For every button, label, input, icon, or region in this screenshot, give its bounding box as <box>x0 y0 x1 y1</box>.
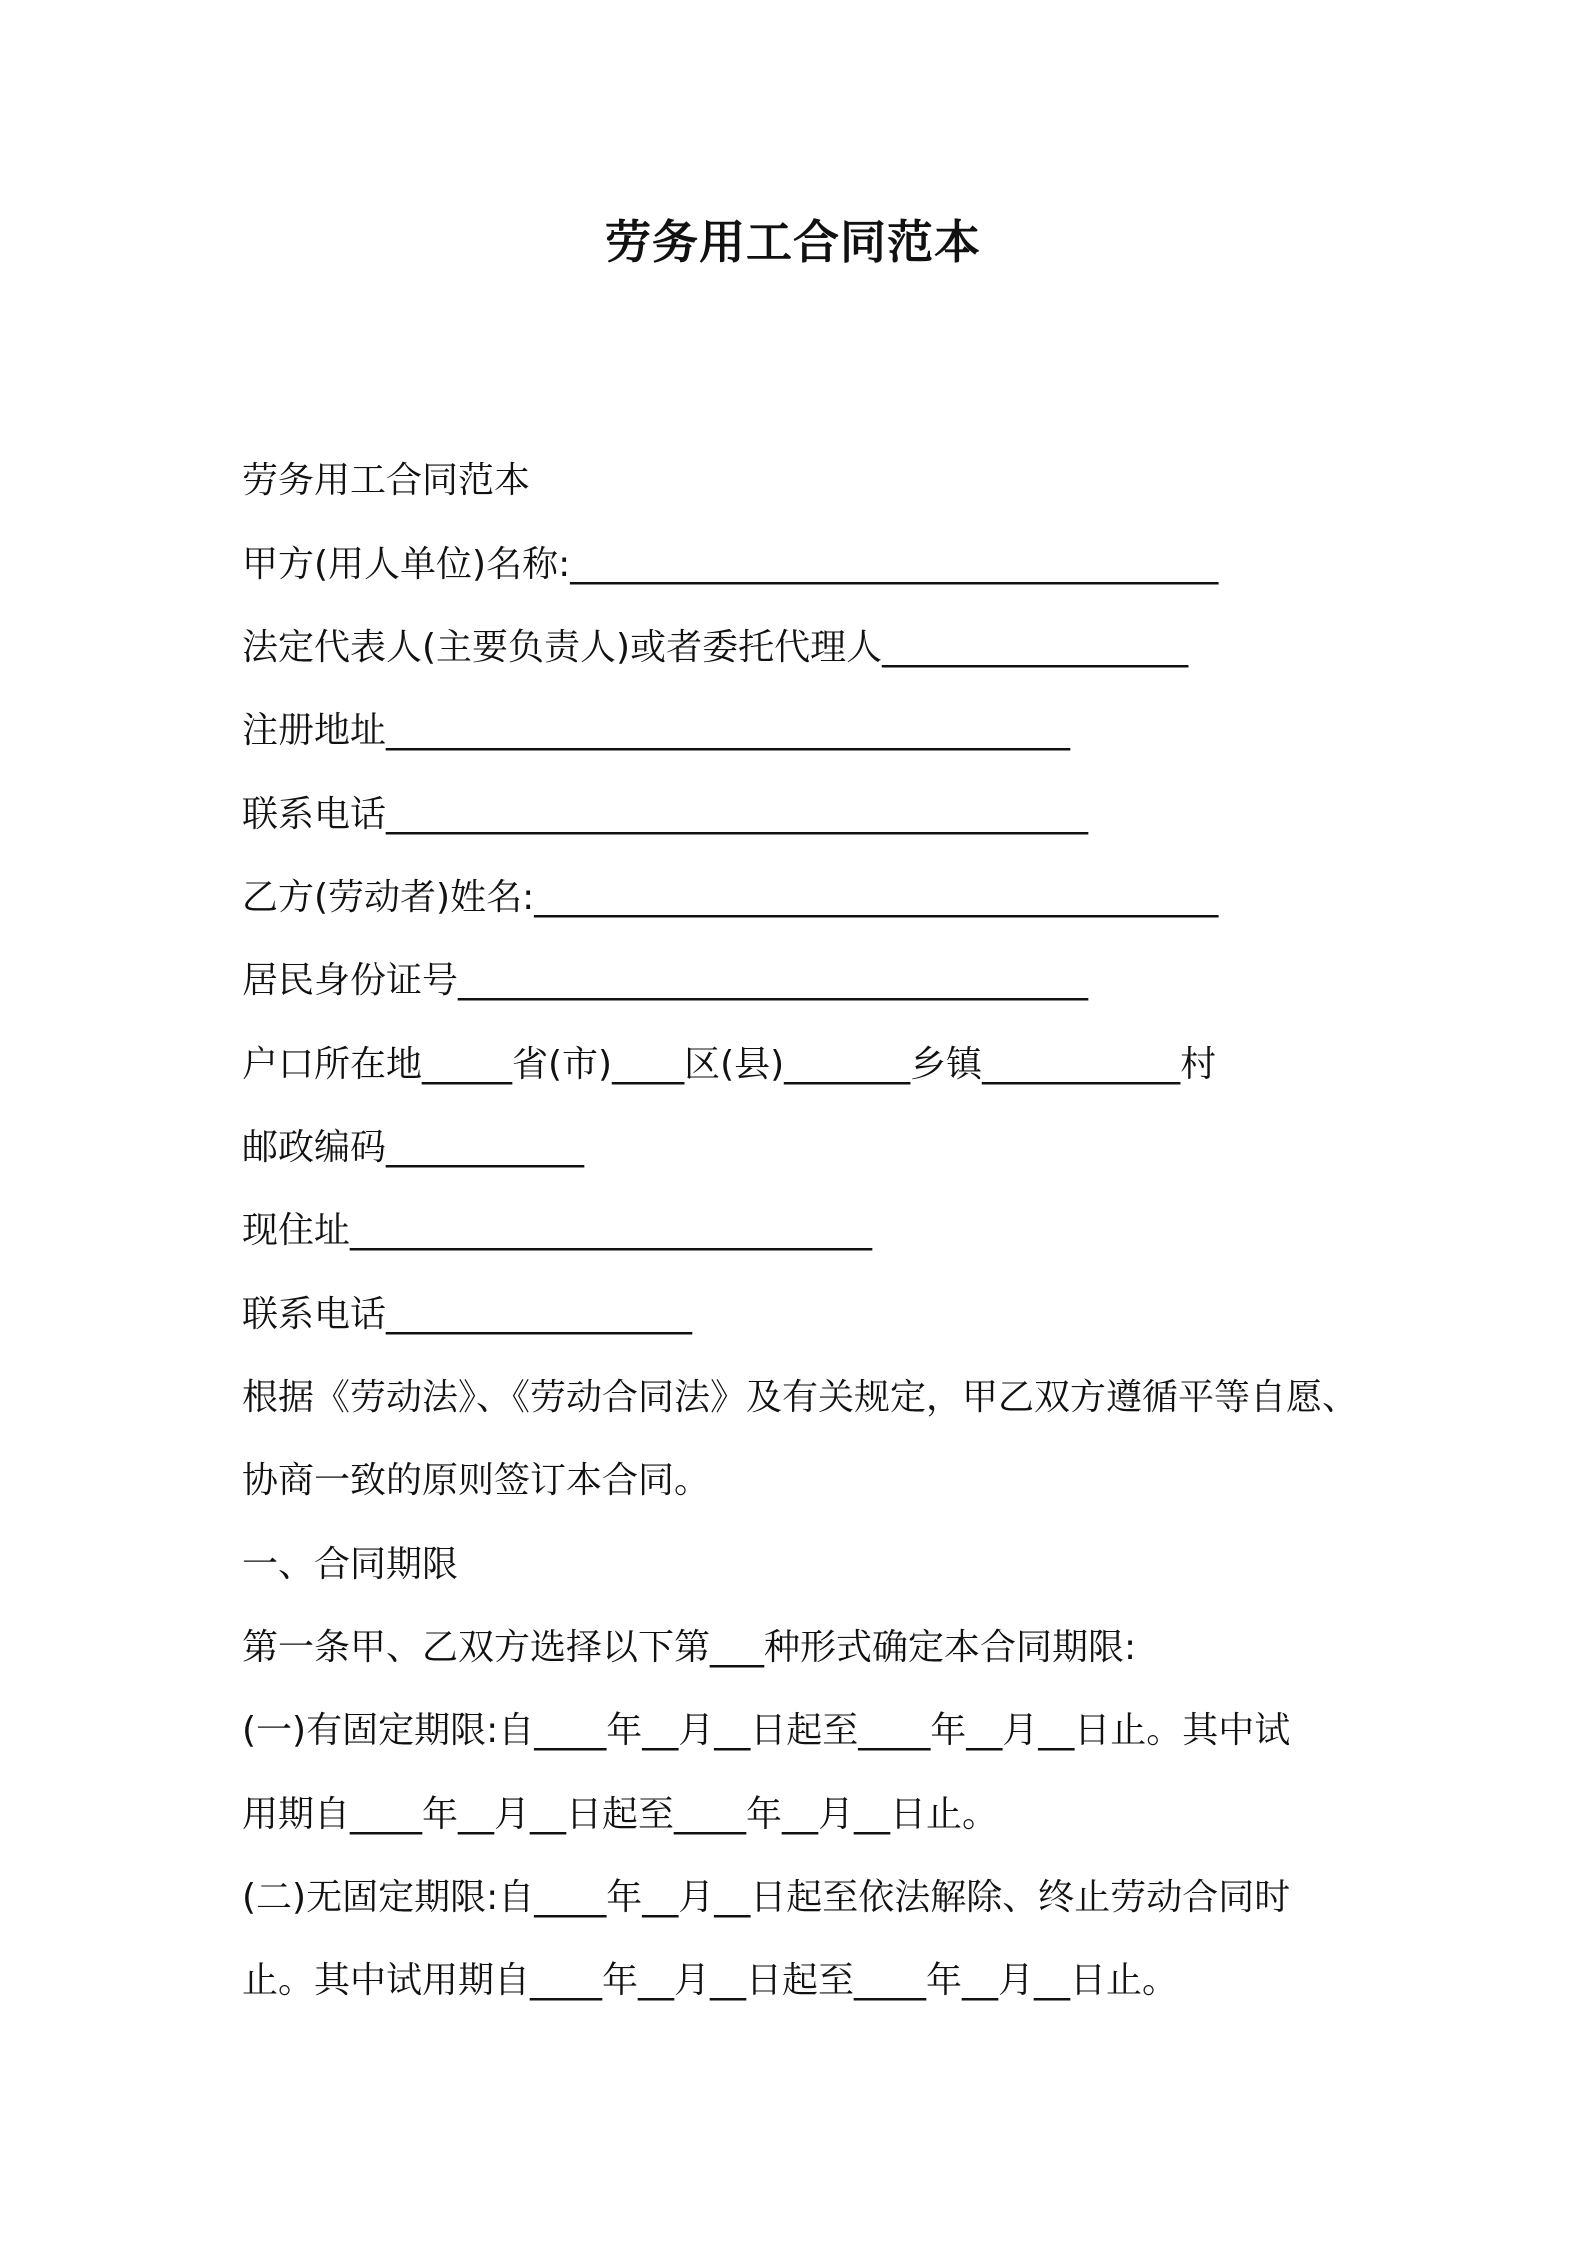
fixed-term-line-1: (一)有固定期限:自____年__月__日起至____年__月__日止。其中试 <box>242 1710 1291 1751</box>
registered-address-line: 注册地址______________________________________ <box>242 710 1071 751</box>
party-b-phone-line: 联系电话_________________ <box>242 1294 693 1335</box>
postal-code-line: 邮政编码___________ <box>242 1127 585 1168</box>
current-address-line: 现住址_____________________________ <box>242 1210 873 1251</box>
article-one-line: 第一条甲、乙双方选择以下第___种形式确定本合同期限: <box>242 1627 1137 1668</box>
id-number-line: 居民身份证号___________________________________ <box>242 960 1089 1001</box>
section-heading-contract-term: 一、合同期限 <box>242 1544 459 1585</box>
open-term-line-1: (二)无固定期限:自____年__月__日起至依法解除、终止劳动合同时 <box>242 1877 1291 1918</box>
fixed-term-line-2: 用期自____年__月__日起至____年__月__日止。 <box>242 1794 999 1835</box>
household-registration-line: 户口所在地_____省(市)____区(县)_______乡镇___________村 <box>242 1044 1217 1085</box>
party-a-phone-line: 联系电话_______________________________________ <box>242 794 1089 835</box>
party-a-name-line: 甲方(用人单位)名称:____________________________________ <box>242 544 1219 585</box>
preamble-line-2: 协商一致的原则签订本合同。 <box>242 1460 711 1501</box>
document-title: 劳务用工合同范本 <box>605 215 981 269</box>
open-term-line-2: 止。其中试用期自____年__月__日起至____年__月__日止。 <box>242 1960 1179 2001</box>
legal-representative-line: 法定代表人(主要负责人)或者委托代理人_________________ <box>242 627 1189 668</box>
preamble-line-1: 根据《劳动法》、《劳动合同法》及有关规定，甲乙双方遵循平等自愿、 <box>242 1377 1359 1418</box>
party-b-name-line: 乙方(劳动者)姓名:______________________________________ <box>242 877 1219 918</box>
subtitle: 劳务用工合同范本 <box>242 460 531 501</box>
